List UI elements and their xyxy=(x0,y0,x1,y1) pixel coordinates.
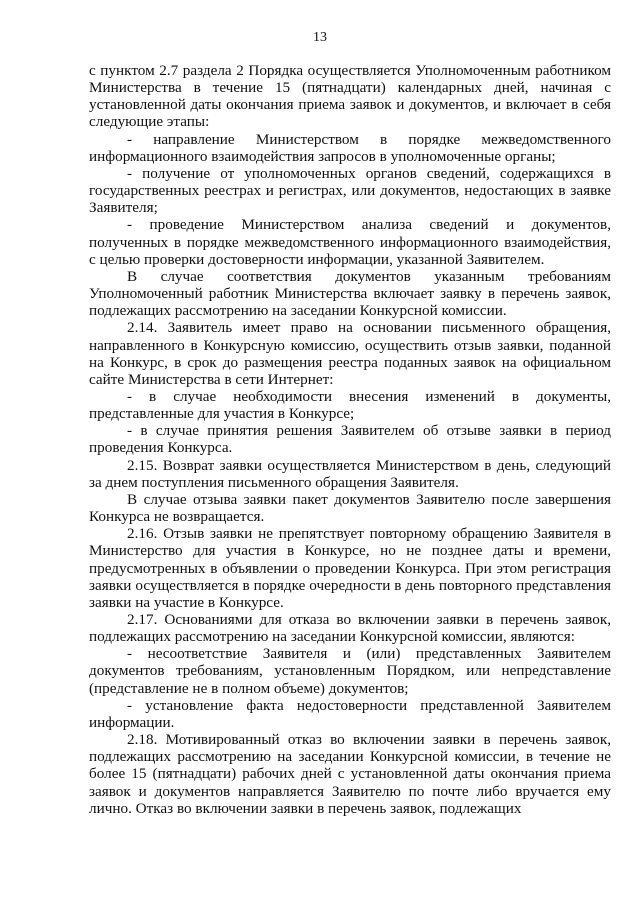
list-item: - получение от уполномоченных органов сведений, содержащихся в государственных реестрах и регистрах, или документов, недостающих в заявке Заявителя; xyxy=(89,164,611,217)
page-number: 13 xyxy=(313,30,327,45)
paragraph: В случае отзыва заявки пакет документов Заявителю после завершения Конкурса не возвращается. xyxy=(89,490,611,526)
list-item: - направление Министерством в порядке межведомственного информационного взаимодействия запросов в уполномоченные органы; xyxy=(89,130,611,165)
document-body xyxy=(89,62,611,817)
paragraph: с пунктом 2.7 раздела 2 Порядка осуществляется Уполномоченным работником Министерства в течение 15 (пятнадцати) календарных дней, начиная с установленной даты окончания приема заявок и документов, и включает в себя следующие этапы: xyxy=(89,62,611,131)
list-item: - в случае необходимости внесения изменений в документы, представленные для участия в Конкурсе; xyxy=(89,387,611,423)
list-item: - несоответствие Заявителя и (или) представленных Заявителем документов требованиям, установленным Порядком, или непредставление (представление не в полном объеме) документов; xyxy=(89,645,611,697)
paragraph: В случае соответствия документов указанным требованиям Уполномоченный работник Министерства включает заявку в перечень заявок, подлежащих рассмотрению на заседании Конкурсной комиссии. xyxy=(89,267,611,320)
paragraph: 2.14. Заявитель имеет право на основании письменного обращения, направленного в Конкурсную комиссию, осуществить отзыв заявки, поданной на Конкурс, в срок до размещения реестра поданных заявок на официальном сайте Министерства в сети Интернет: xyxy=(89,319,611,388)
list-item: - проведение Министерством анализа сведений и документов, полученных в порядке межведомственного информационного взаимодействия, с целью проверки достоверности информации, указанной Заявителем. xyxy=(89,216,611,268)
list-item: - в случае принятия решения Заявителем об отзыве заявки в период проведения Конкурса. xyxy=(89,422,611,457)
paragraph: 2.15. Возврат заявки осуществляется Министерством в день, следующий за днем поступления письменного обращения Заявителя. xyxy=(89,456,611,491)
paragraph: 2.17. Основаниями для отказа во включении заявки в перечень заявок, подлежащих рассмотрению на заседании Конкурсной комиссии, являются: xyxy=(89,611,611,646)
paragraph: 2.18. Мотивированный отказ во включении заявки в перечень заявок, подлежащих рассмотрению на заседании Конкурсной комиссии, в течение не более 15 (пятнадцати) рабочих дней с установленной даты окончания приема заявок и документов направляется Заявителю по почте либо вручается ему лично. Отказ во включении заявки в перечень заявок, подлежащих xyxy=(89,731,611,817)
paragraph: 2.16. Отзыв заявки не препятствует повторному обращению Заявителя в Министерство для участия в Конкурсе, но не позднее даты и времени, предусмотренных в объявлении о проведении Конкурса. При этом регистрация заявки осуществляется в порядке очередности в день повторного представления заявки на участие в Конкурсе. xyxy=(89,525,611,611)
list-item: - установление факта недостоверности представленной Заявителем информации. xyxy=(89,696,611,731)
